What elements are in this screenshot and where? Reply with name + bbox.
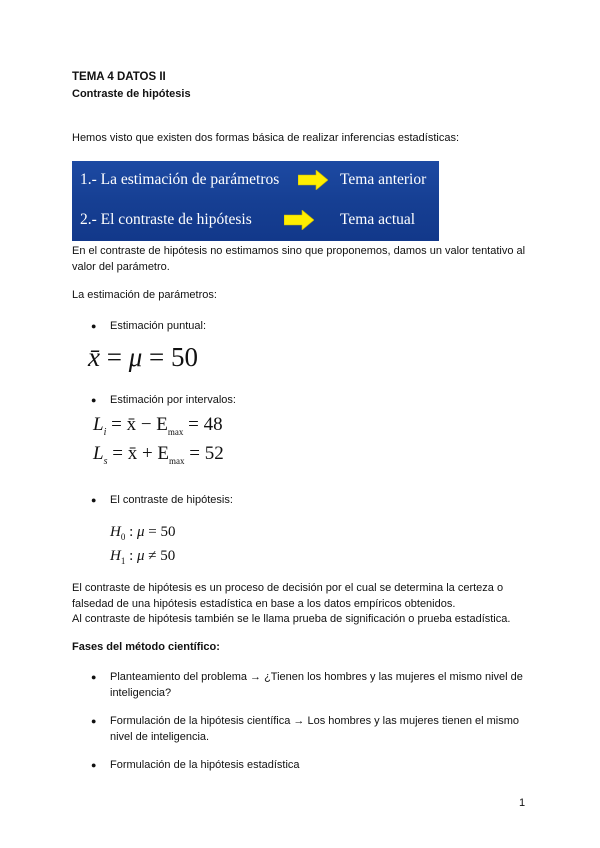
formula-interval-upper: $L_s$ = x̄ + $E_{max} = 52$ [93,443,224,467]
list-item-text: Planteamiento del problema → ¿Tienen los hombres y las mujeres el mismo nivel de inteligencia? [110,671,523,699]
intro-paragraph: Hemos visto que existen dos formas básica de realizar inferencias estadísticas: [72,132,460,144]
list-item-text: Formulación de la hipótesis científica → Los hombres y las mujeres tienen el mismo nivel de inteligencia. [110,715,520,743]
bullet-dot: ● [91,495,97,505]
banner-row-estimation [72,161,439,201]
bullet-dot: ● [91,716,97,726]
banner-row2-right: Tema actual [340,211,416,228]
estimacion-heading: La estimación de parámetros: [72,289,217,301]
list-item-text: El contraste de hipótesis: [110,494,233,506]
bullet-dot: ● [91,760,97,770]
fases-heading: Fases del método científico: [72,641,220,653]
page-number: 1 [519,797,526,809]
formula-h0: $H_0$ : μ = 50 [110,524,176,542]
list-item-text: Estimación puntual: [110,320,206,332]
contraste-paragraph: En el contraste de hipótesis no estimamos sino que proponemos, damos un valor tentativo al valor del parámetro. [72,245,526,273]
prueba-paragraph: Al contraste de hipótesis también se le llama prueba de significación o prueba estadística. [72,613,511,625]
banner-row1-left: 1.- La estimación de parámetros [80,171,280,188]
formula-interval-lower: $L_i$ = x̄ − $E_{max} = 48$ [93,414,223,438]
banner-row-contrast [72,201,439,241]
inference-types-banner [72,161,439,241]
formula-point-estimate: x̄ = μ = 50 [88,342,199,372]
proceso-paragraph: El contraste de hipótesis es un proceso de decisión por el cual se determina la certeza o falsedad de una hipótesis estadística en base a los datos empíricos obtenidos. [72,582,504,610]
list-item-text: Estimación por intervalos: [110,394,236,406]
list-item-text: Formulación de la hipótesis estadística [110,759,300,771]
page-subtitle: Contraste de hipótesis [72,88,191,100]
banner-row1-right: Tema anterior [340,171,427,188]
formula-h1: $H_1$ : μ ≠ 50 [110,548,176,566]
page-title: TEMA 4 DATOS II [72,71,166,83]
banner-row2-left: 2.- El contraste de hipótesis [80,211,252,228]
arrow-right-icon [298,170,328,190]
arrow-right-icon [284,210,314,230]
bullet-dot: ● [91,672,97,682]
bullet-dot: ● [91,321,97,331]
bullet-dot: ● [91,395,97,405]
